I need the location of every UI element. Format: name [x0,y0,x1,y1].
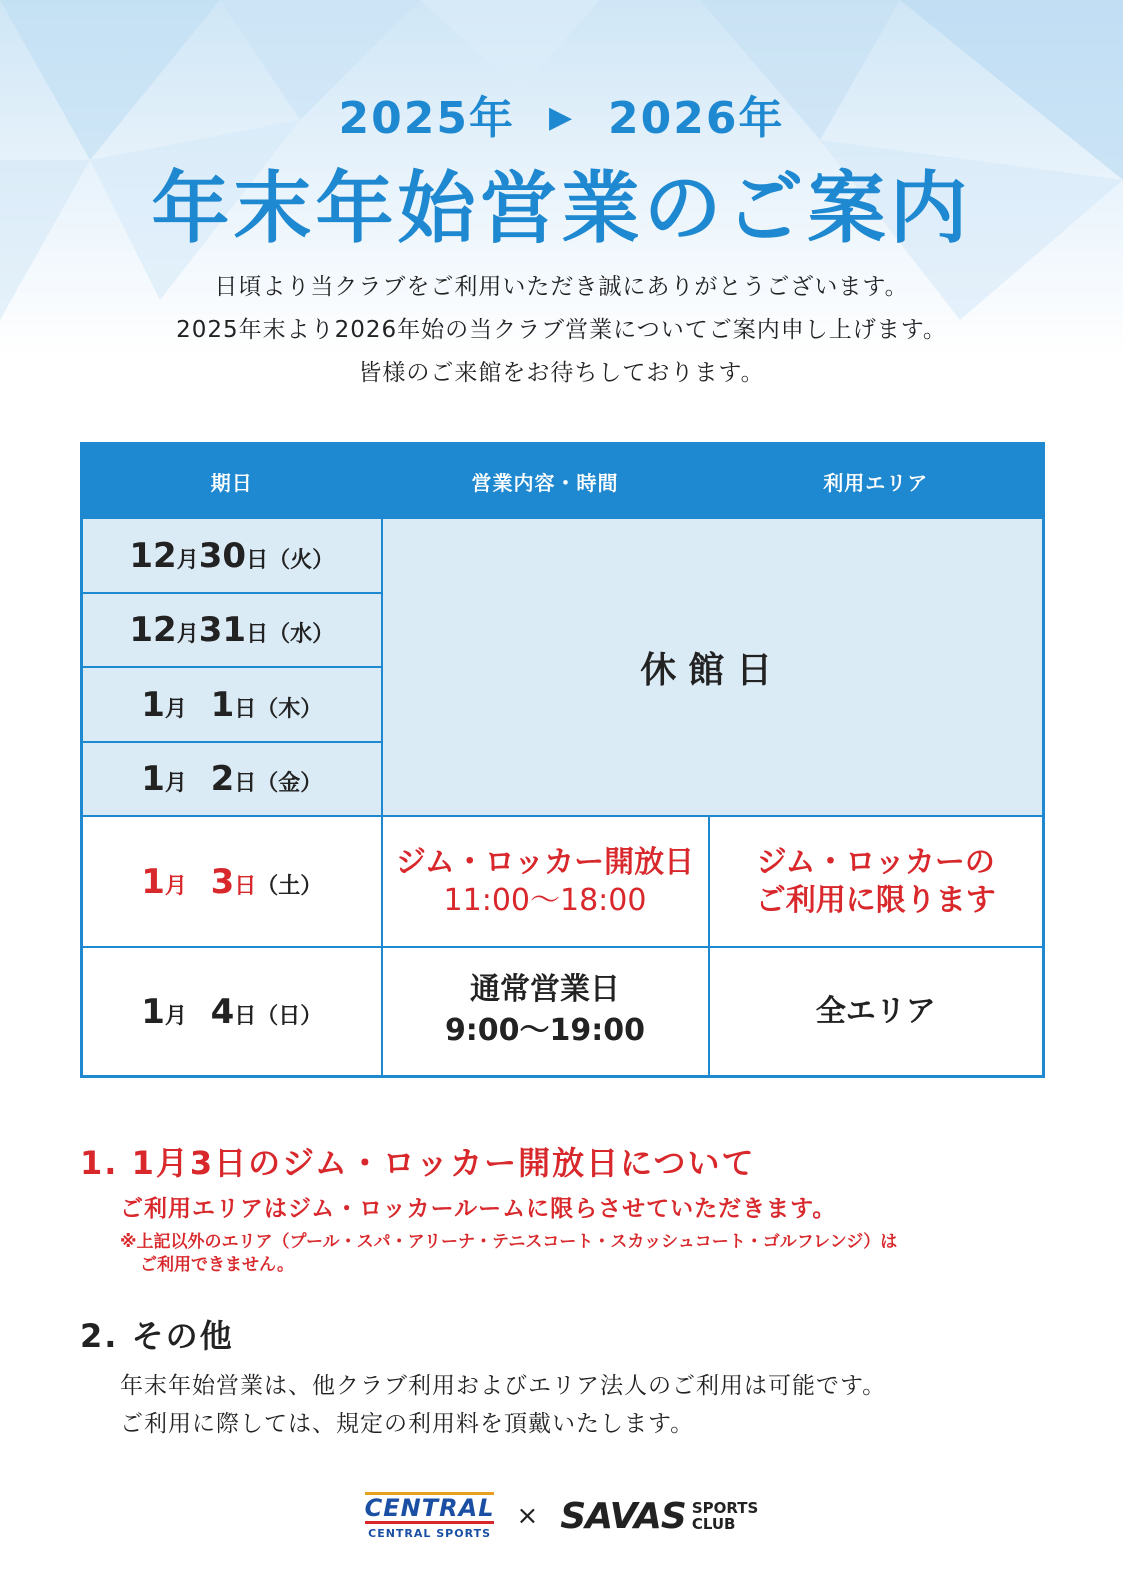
intro-line: 日頃より当クラブをご利用いただき誠にありがとうございます。 [214,274,909,300]
note-1-body: ご利用エリアはジム・ロッカールームに限らさせていただきます。 [120,1196,837,1222]
content-label: ジム・ロッカー開放日 [395,844,695,880]
table-header-row [82,444,1044,519]
content-cell [382,947,709,1076]
content-time: 11:00〜18:00 [443,882,647,918]
note-2-body: 年末年始営業は、他クラブ利用およびエリア法人のご利用は可能です。 ご利用に際しては、規定の利用料を頂戴いたします。 [120,1373,887,1437]
notes [80,1138,1040,1443]
note-1-caveat: ※上記以外のエリア（プール・スパ・アリーナ・テニスコート・スカッシュコート・ゴルフレンジ）は ご利用できません。 [120,1232,898,1275]
area-line: ジム・ロッカーの [756,844,995,880]
note-1-title: 1. 1月3日のジム・ロッカー開放日について [80,1144,756,1182]
date-cell: 12月31日（水） [82,593,382,667]
table-row [82,947,1044,1076]
area-cell [709,816,1044,947]
note-2-title: 2. その他 [80,1317,234,1355]
header-content: 営業内容・時間 [382,444,709,519]
footer-logos [0,1486,1123,1546]
date-cell: 1月 3日（土） [82,816,382,947]
triangle-right-icon: ▶ [548,100,575,135]
table-row [82,518,1044,592]
year-to: 2026年 [608,93,785,144]
schedule-table [80,442,1045,1078]
intro-line: 皆様のご来館をお待ちしております。 [358,360,765,386]
times-icon: × [516,1501,539,1531]
header-area: 利用エリア [709,444,1044,519]
page-title: 年末年始営業のご案内 [151,164,972,254]
header-date: 期日 [82,444,382,519]
intro-text [0,266,1123,395]
content-time: 9:00〜19:00 [444,1012,646,1048]
date-cell: 1月 2日（金） [82,742,382,816]
intro-line: 2025年末より2026年始の当クラブ営業についてご案内申し上げます。 [176,317,947,343]
central-sports-logo: CENTRAL CENTRAL SPORTS [364,1494,495,1540]
year-from: 2025年 [338,93,515,144]
table-row [82,816,1044,947]
area-line: ご利用に限ります [755,882,996,918]
content-label: 通常営業日 [470,971,620,1007]
area-cell: 全エリア [709,947,1044,1076]
date-cell: 1月 4日（日） [82,947,382,1076]
date-cell: 1月 1日（木） [82,667,382,741]
savas-sports-club-logo: SAVAS SPORTS CLUB [560,1495,759,1537]
content-cell [382,816,709,947]
year-range [0,82,1123,146]
date-cell: 12月30日（火） [82,518,382,592]
closed-cell: 休館日 [382,518,1044,816]
